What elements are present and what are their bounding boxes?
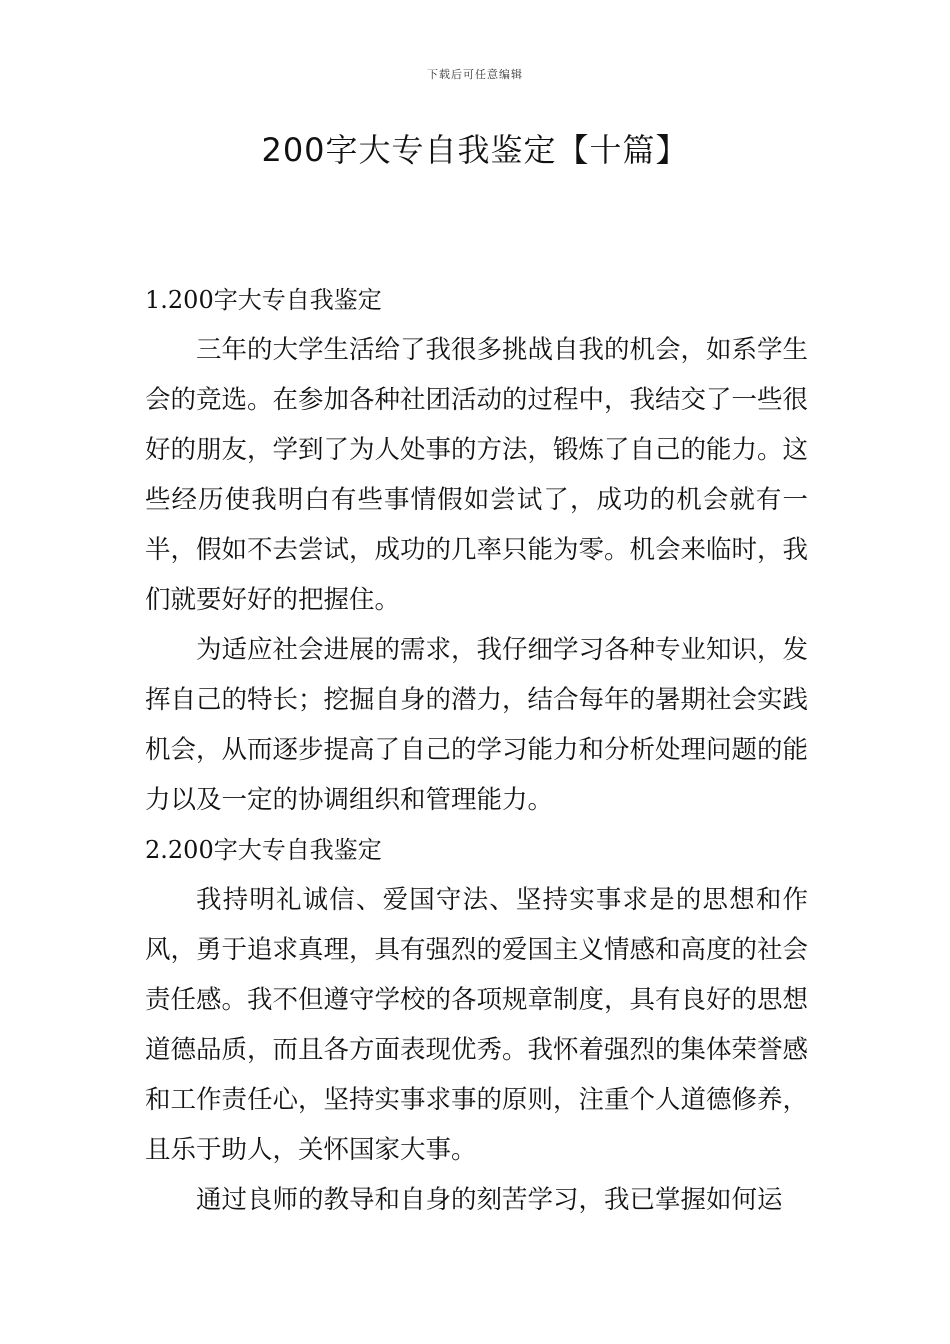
section-heading: 2.200字大专自我鉴定 bbox=[145, 836, 382, 864]
document-title: 200字大专自我鉴定【十篇】 bbox=[261, 131, 689, 169]
section-1 bbox=[145, 275, 808, 825]
paragraph: 为适应社会进展的需求，我仔细学习各种专业知识，发挥自己的特长；挖掘自身的潜力，结合每年的暑期社会实践机会，从而逐步提高了自己的学习能力和分析处理问题的能力以及一定的协调组织和管理能力。 bbox=[145, 635, 809, 815]
paragraph: 三年的大学生活给了我很多挑战自我的机会，如系学生会的竞选。在参加各种社团活动的过程中，我结交了一些很好的朋友，学到了为人处事的方法，锻炼了自己的能力。这些经历使我明白有些事情假如尝试了，成功的机会就有一半，假如不去尝试，成功的几率只能为零。机会来临时，我们就要好好的把握住。 bbox=[145, 335, 809, 615]
paragraph: 我持明礼诚信、爱国守法、坚持实事求是的思想和作风，勇于追求真理，具有强烈的爱国主义情感和高度的社会责任感。我不但遵守学校的各项规章制度，具有良好的思想道德品质，而且各方面表现优秀。我怀着强烈的集体荣誉感和工作责任心，坚持实事求事的原则，注重个人道德修养，且乐于助人，关怀国家大事。 bbox=[145, 885, 809, 1165]
header-note: 下载后可任意编辑 bbox=[427, 68, 523, 81]
paragraph: 通过良师的教导和自身的刻苦学习，我已掌握如何运 bbox=[196, 1185, 783, 1215]
document-body bbox=[145, 275, 808, 1225]
section-heading: 1.200字大专自我鉴定 bbox=[145, 286, 382, 314]
section-2 bbox=[145, 825, 808, 1225]
